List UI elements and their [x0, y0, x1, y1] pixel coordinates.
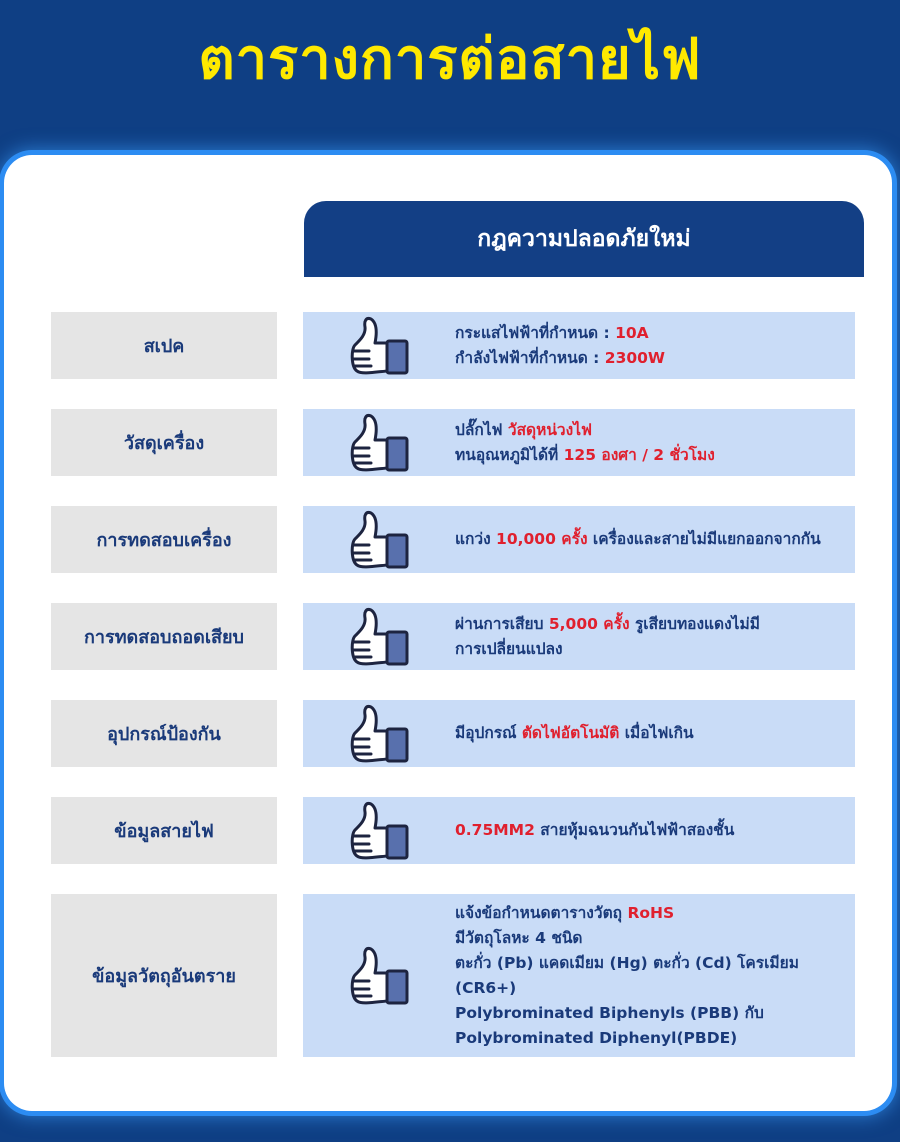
highlight-text: วัสดุหน่วงไฟ	[507, 420, 592, 439]
text-segment: Polybrominated Biphenyls (PBB) กับ	[455, 1003, 764, 1022]
table-row	[0, 797, 900, 864]
text-line	[455, 926, 847, 951]
highlight-text: RoHS	[627, 903, 675, 922]
text-segment: แจ้งข้อกำหนดตารางวัตถุ	[455, 903, 628, 922]
row-label: อุปกรณ์ป้องกัน	[51, 700, 277, 767]
row-content	[303, 409, 855, 476]
row-text	[455, 901, 855, 1051]
text-segment: แกว่ง	[455, 530, 497, 548]
thumbs-up-icon	[347, 315, 413, 377]
text-segment: มีอุปกรณ์	[455, 724, 522, 742]
row-text	[455, 721, 702, 746]
text-segment: สายหุ้มฉนวนกันไฟฟ้าสองชั้น	[534, 821, 735, 839]
row-label: วัสดุเครื่อง	[51, 409, 277, 476]
text-segment: การเปลี่ยนแปลง	[455, 639, 563, 658]
text-segment: เครื่องและสายไม่มีแยกออกจากกัน	[587, 530, 821, 548]
row-content	[303, 894, 855, 1057]
text-line	[455, 1001, 847, 1026]
thumbs-up-icon	[347, 509, 413, 571]
text-segment: มีวัตถุโลหะ 4 ชนิด	[455, 928, 583, 947]
text-segment: กำลังไฟฟ้าที่กำหนด :	[455, 348, 605, 367]
text-line	[455, 721, 694, 746]
column-header: กฎความปลอดภัยใหม่	[304, 201, 864, 277]
highlight-text: 10,000 ครั้ง	[496, 530, 588, 548]
table-row	[0, 700, 900, 767]
table-row	[0, 506, 900, 573]
text-segment: กระแสไฟฟ้าที่กำหนด :	[455, 323, 616, 342]
text-segment: ปลั๊กไฟ	[455, 420, 508, 439]
table-row	[0, 312, 900, 379]
highlight-text: 10A	[615, 323, 649, 342]
table-row	[0, 603, 900, 670]
highlight-text: ตัดไฟอัตโนมัติ	[521, 724, 620, 742]
text-line	[455, 818, 734, 843]
thumbs-up-icon	[347, 945, 413, 1007]
text-line	[455, 346, 665, 371]
thumbs-up-icon	[347, 412, 413, 474]
text-segment: ผ่านการเสียบ	[455, 614, 549, 633]
text-line	[455, 443, 715, 468]
page-title: ตารางการต่อสายไฟ	[198, 27, 702, 92]
text-line	[455, 527, 821, 552]
row-text	[455, 818, 742, 843]
row-text	[455, 527, 829, 552]
text-segment: ตะกั่ว (Pb) แคดเมียม (Hg) ตะกั่ว (Cd) โครเมียม (CR6+)	[455, 953, 799, 997]
table-row	[0, 894, 900, 1057]
text-line	[455, 1026, 847, 1051]
thumbs-up-icon	[347, 703, 413, 765]
text-segment: Polybrominated Diphenyl(PBDE)	[455, 1028, 738, 1047]
highlight-text: 0.75MM2	[455, 821, 535, 839]
text-line	[455, 612, 760, 637]
highlight-text: 2300W	[604, 348, 666, 367]
thumbs-up-icon	[347, 800, 413, 862]
row-content	[303, 312, 855, 379]
row-text	[455, 418, 723, 468]
row-label: สเปค	[51, 312, 277, 379]
row-label: ข้อมูลวัตถุอันตราย	[51, 894, 277, 1057]
row-content	[303, 797, 855, 864]
highlight-text: 5,000 ครั้ง	[548, 614, 630, 633]
table-row	[0, 409, 900, 476]
text-segment: รูเสียบทองแดงไม่มี	[629, 614, 760, 633]
text-line	[455, 637, 760, 662]
row-text	[455, 321, 673, 371]
text-segment: ทนอุณหภูมิได้ที่	[455, 445, 564, 464]
row-content	[303, 506, 855, 573]
row-content	[303, 603, 855, 670]
row-label: การทดสอบถอดเสียบ	[51, 603, 277, 670]
text-segment: เมื่อไฟเกิน	[619, 724, 694, 742]
row-label: ข้อมูลสายไฟ	[51, 797, 277, 864]
row-content	[303, 700, 855, 767]
text-line	[455, 418, 715, 443]
thumbs-up-icon	[347, 606, 413, 668]
text-line	[455, 951, 847, 1001]
text-line	[455, 901, 847, 926]
row-text	[455, 612, 768, 662]
highlight-text: 125 องศา / 2 ชั่วโมง	[563, 445, 715, 464]
text-line	[455, 321, 665, 346]
row-label: การทดสอบเครื่อง	[51, 506, 277, 573]
